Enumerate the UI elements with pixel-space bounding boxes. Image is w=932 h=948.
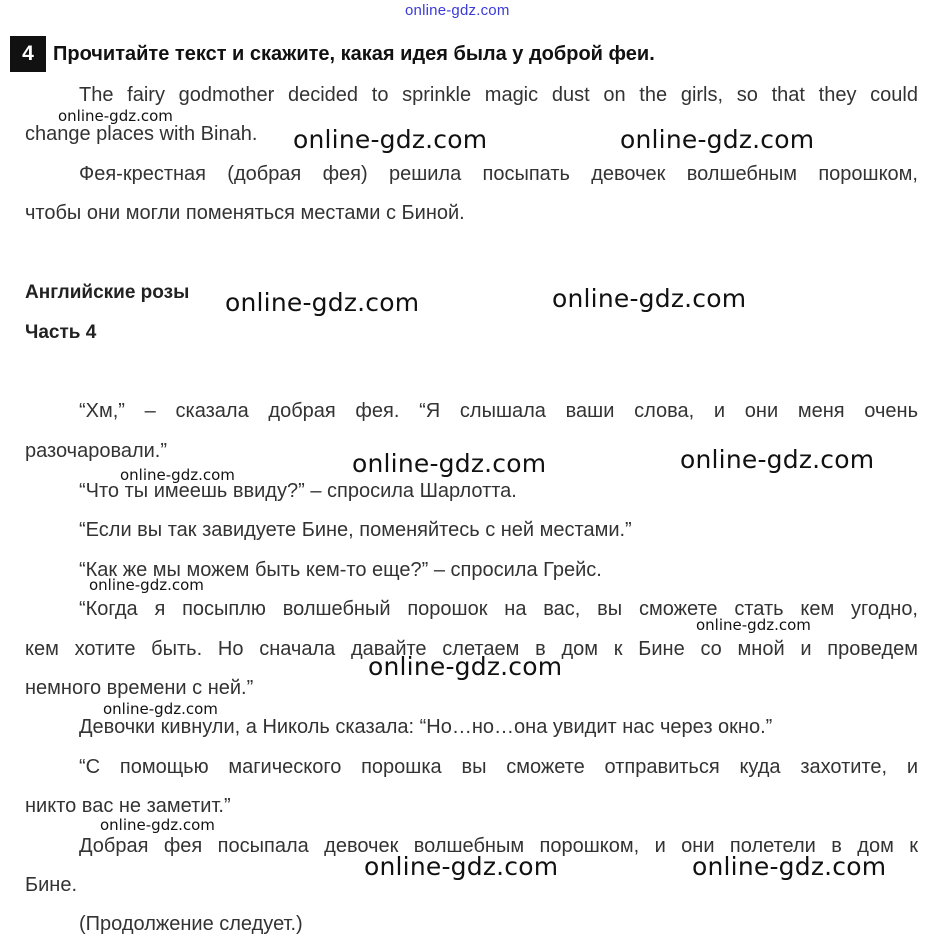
site-watermark-header[interactable]: online-gdz.com: [405, 2, 510, 19]
watermark-small: online-gdz.com: [103, 700, 218, 718]
story-line-8: немного времени с ней.”: [25, 677, 254, 699]
watermark-large: online-gdz.com: [364, 852, 559, 881]
russian-translation-line-2: чтобы они могли поменяться местами с Биной.: [25, 202, 465, 224]
story-line-3: “Что ты имеешь ввиду?” – спросила Шарлотта.: [79, 480, 517, 502]
watermark-small: online-gdz.com: [120, 466, 235, 484]
watermark-large: online-gdz.com: [620, 125, 815, 154]
story-line-14: (Продолжение следует.): [79, 913, 303, 935]
story-part: Часть 4: [25, 322, 97, 343]
watermark-small: online-gdz.com: [696, 616, 811, 634]
story-line-1: “Хм,” – сказала добрая фея. “Я слышала ваши слова, и они меня очень: [79, 400, 918, 422]
story-line-12: Добрая фея посыпала девочек волшебным порошком, и они полетели в дом к: [79, 835, 918, 857]
watermark-large: online-gdz.com: [352, 449, 547, 478]
story-line-4: “Если вы так завидуете Бине, поменяйтесь с ней местами.”: [79, 519, 632, 541]
watermark-small: online-gdz.com: [100, 816, 215, 834]
watermark-large: online-gdz.com: [225, 288, 420, 317]
watermark-large: online-gdz.com: [552, 284, 747, 313]
story-title: Английские розы: [25, 282, 190, 303]
task-instruction: Прочитайте текст и скажите, какая идея была у доброй феи.: [53, 43, 655, 65]
watermark-small: online-gdz.com: [58, 107, 173, 125]
watermark-large: online-gdz.com: [680, 445, 875, 474]
task-number-badge: 4: [10, 36, 46, 72]
story-line-11: никто вас не заметит.”: [25, 795, 231, 817]
story-line-10: “С помощью магического порошка вы сможете отправиться куда захотите, и: [79, 756, 918, 778]
story-line-9: Девочки кивнули, а Николь сказала: “Но…но…она увидит нас через окно.”: [79, 716, 773, 738]
story-line-6: “Когда я посыплю волшебный порошок на вас, вы сможете стать кем угодно,: [79, 598, 918, 620]
watermark-small: online-gdz.com: [89, 576, 204, 594]
watermark-large: online-gdz.com: [692, 852, 887, 881]
story-line-7: кем хотите быть. Но сначала давайте слетаем в дом к Бине со мной и проведем: [25, 638, 918, 660]
story-line-2: разочаровали.”: [25, 440, 168, 462]
watermark-large: online-gdz.com: [368, 652, 563, 681]
english-answer-line-2: change places with Binah.: [25, 123, 258, 145]
story-line-5: “Как же мы можем быть кем-то еще?” – спросила Грейс.: [79, 559, 602, 581]
english-answer-line-1: The fairy godmother decided to sprinkle magic dust on the girls, so that they could: [79, 84, 918, 106]
russian-translation-line-1: Фея-крестная (добрая фея) решила посыпать девочек волшебным порошком,: [79, 163, 918, 185]
story-line-13: Бине.: [25, 874, 78, 896]
watermark-large: online-gdz.com: [293, 125, 488, 154]
